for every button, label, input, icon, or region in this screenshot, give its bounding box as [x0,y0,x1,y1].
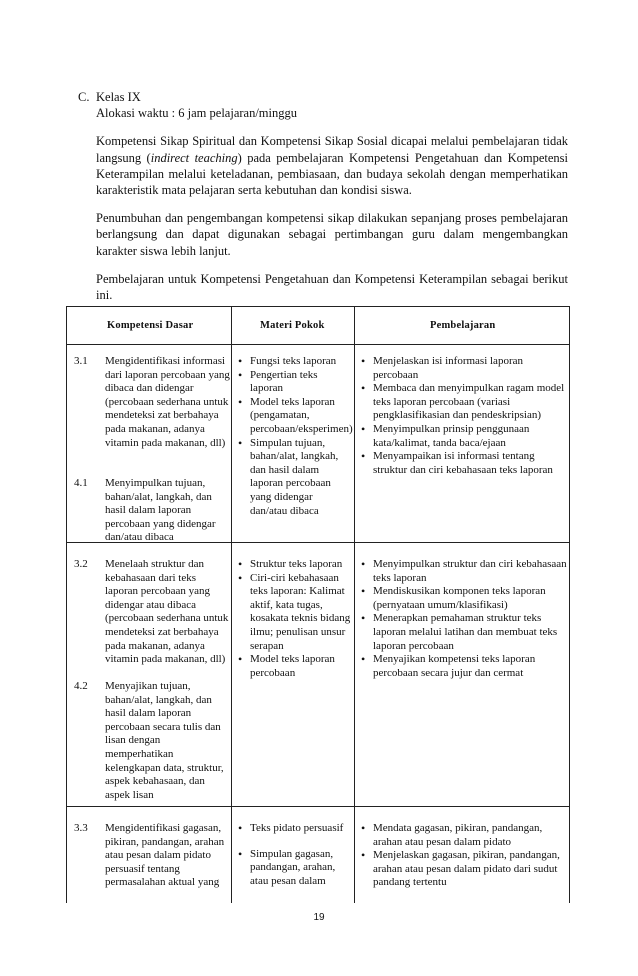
time-allocation: Alokasi waktu : 6 jam pelajaran/minggu [96,106,297,121]
kd-number: 3.2 [74,558,88,570]
paragraph-sikap [78,133,568,198]
pembelajaran-item: • Menyampaikan isi informasi tentang struktur dan ciri kebahasaan teks laporan [359,450,567,477]
pembelajaran-item: • Menyajikan kompetensi teks laporan percobaan secara jujur dan cermat [359,653,567,680]
header-kompetensi-dasar: Kompetensi Dasar [107,320,194,331]
table-row-2-materi [236,558,352,680]
materi-item: • Teks pidato persuasif [236,822,352,836]
competency-table [66,306,570,903]
materi-item: • Model teks laporan (pengamatan, percobaan/eksperimen) [236,396,352,437]
header-pembelajaran: Pembelajaran [430,320,496,331]
paragraph-penumbuhan: Penumbuhan dan pengembangan kompetensi sikap dilakukan sepanjang proses pembelajaran berlangsung dan dapat digunakan sebagai pertimbangan guru dalam mengembangkan karakter siswa lebih lanjut. [96,211,568,258]
table-row-2-pembelajaran [359,558,567,680]
section-heading [78,89,568,105]
header-materi-pokok: Materi Pokok [260,320,325,331]
table-header [67,307,569,345]
paragraph-pembelajaran: Pembelajaran untuk Kompetensi Pengetahuan dan Kompetensi Keterampilan sebagai berikut ini. [96,271,568,303]
table-row-1-pembelajaran [359,355,567,477]
pembelajaran-item: • Menyimpulkan struktur dan ciri kebahasaan teks laporan [359,558,567,585]
materi-item: • Simpulan tujuan, bahan/alat, langkah, dan hasil dalam laporan percobaan yang didengar dan/atau dibaca [236,437,352,519]
kd-number: 4.1 [74,477,88,489]
column-divider [231,307,232,903]
materi-item: • Model teks laporan percobaan [236,653,352,680]
pembelajaran-item: • Menyimpulkan prinsip penggunaan kata/kalimat, tanda baca/ejaan [359,423,567,450]
table-row-3-materi [236,822,352,888]
materi-item: • Fungsi teks laporan [236,355,352,369]
section-title: Kelas IX [96,90,141,104]
column-divider [354,307,355,903]
kd-number: 3.1 [74,355,88,367]
paragraph-sikap-part2: ) pada pembelajaran Kompetensi Pengetahuan dan Kompetensi Keterampilan melalui keteladanan, pembiasaan, dan budaya sekolah dengan memperhatikan karakteristik mata pelajaran serta kebutuhan dan kondisi siswa. [96,150,568,198]
section-kelas-ix [78,89,568,303]
table-row-1-materi [236,355,352,518]
kd-text: Menyimpulkan tujuan, bahan/alat, langkah, dan hasil dalam laporan percobaan yang didengar dan/atau dibaca [105,477,216,544]
kd-text: Menelaah struktur dan kebahasaan dari teks laporan percobaan yang didengar atau dibaca (percobaan sederhana untuk mendeteksi zat berbahaya pada makanan, adanya vitamin pada makanan, dll) [105,558,229,666]
pembelajaran-item: • Menerapkan pemahaman struktur teks laporan melalui latihan dan membuat teks laporan percobaan [359,612,567,653]
kd-number: 4.2 [74,680,88,692]
page-number: 19 [313,912,325,923]
materi-item: • Pengertian teks laporan [236,369,352,396]
kd-number: 3.3 [74,822,88,834]
kd-text: Mengidentifikasi gagasan, pikiran, pandangan, arahan atau pesan dalam pidato persuasif tentang permasalahan aktual yang [105,822,225,889]
materi-item: • Struktur teks laporan [236,558,352,572]
pembelajaran-item: • Membaca dan menyimpulkan ragam model teks laporan percobaan (variasi pengklasifikasian dan pendeskripsian) [359,382,567,423]
paragraph-sikap-part1: Kompetensi Sikap Spiritual dan Kompetensi Sikap Sosial dicapai melalui pembelajaran tidak langsung ( [96,134,568,165]
table-row-3-pembelajaran [359,822,567,890]
pembelajaran-item: • Mendiskusikan komponen teks laporan (pernyataan umum/klasifikasi) [359,585,567,612]
paragraph-sikap-italic: indirect teaching [150,150,238,165]
pembelajaran-item: • Menjelaskan gagasan, pikiran, pandangan, arahan atau pesan dalam pidato dari sudut pandang tertentu [359,849,567,890]
pembelajaran-item: • Menjelaskan isi informasi laporan percobaan [359,355,567,382]
row-divider [67,806,569,807]
kd-text: Mengidentifikasi informasi dari laporan percobaan yang dibaca dan didengar (percobaan sederhana untuk mendeteksi zat berbahaya pada makanan, adanya vitamin pada makanan, dll) [105,355,230,449]
materi-item: • Simpulan gagasan, pandangan, arahan, atau pesan dalam [236,848,352,889]
materi-item: • Ciri-ciri kebahasaan teks laporan: Kalimat aktif, kata tugas, kosakata teknis bidang ilmu; penulisan unsur serapan [236,572,352,654]
kd-text: Menyajikan tujuan, bahan/alat, langkah, dan hasil dalam laporan percobaan secara tulis dan lisan dengan memperhatikan kelengkapan data, struktur, aspek kebahasaan, dan aspek lisan [105,680,224,801]
section-letter: C. [78,90,90,104]
pembelajaran-item: • Mendata gagasan, pikiran, pandangan, arahan atau pesan dalam pidato [359,822,567,849]
